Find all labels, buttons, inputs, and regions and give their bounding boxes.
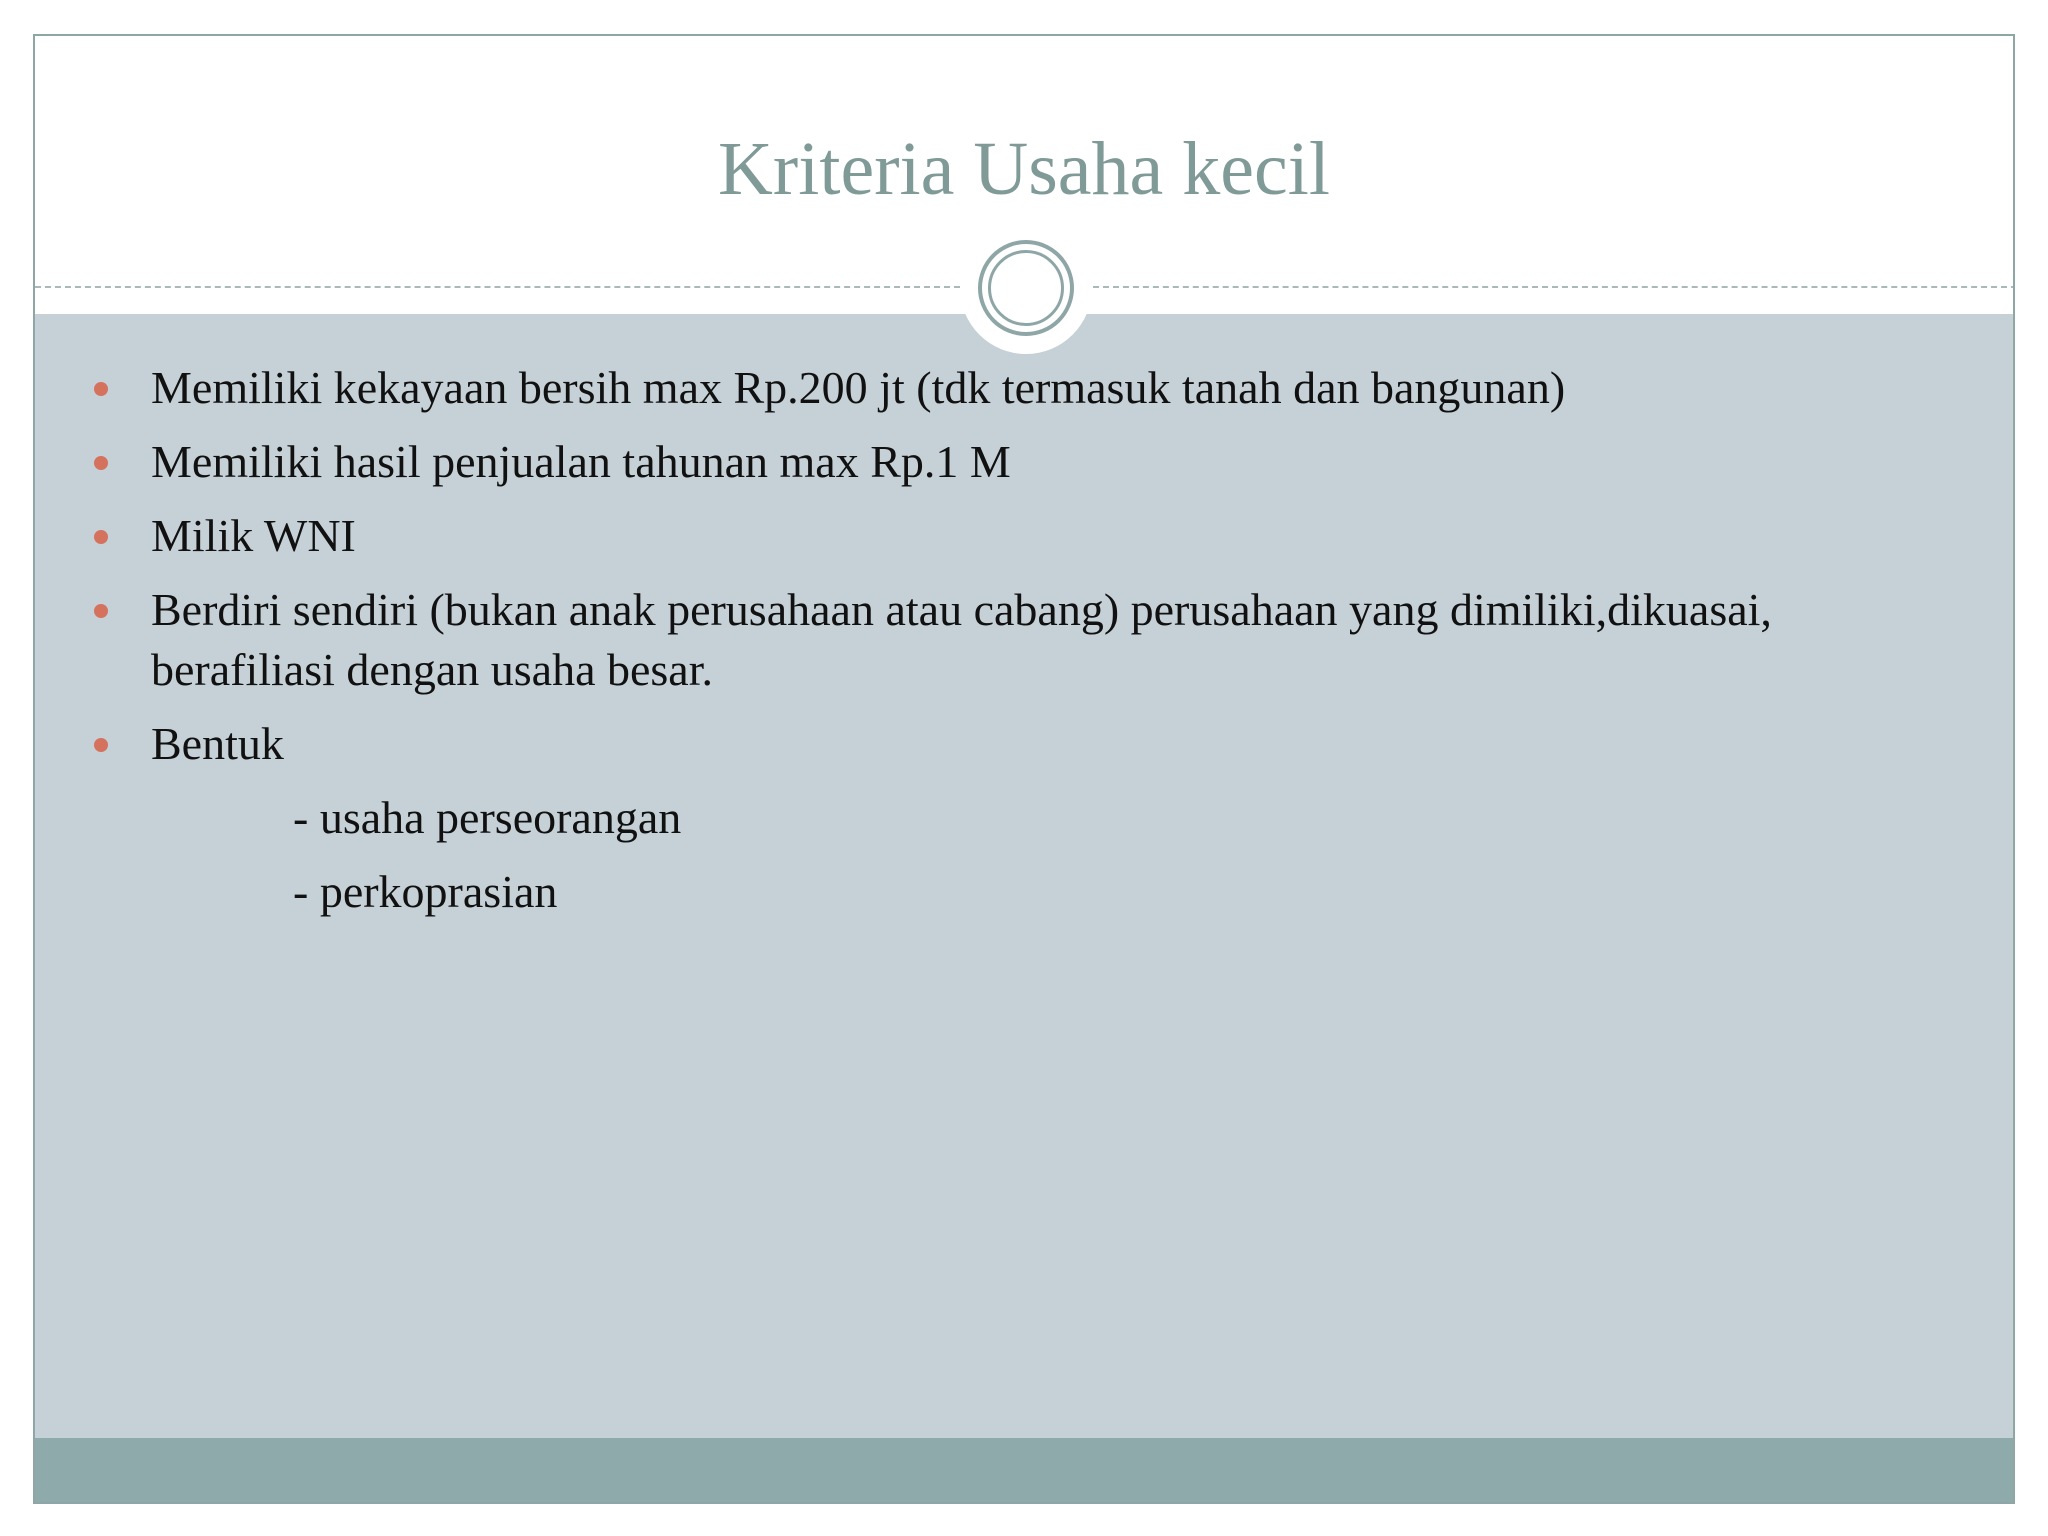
list-item-text: Memiliki hasil penjualan tahunan max Rp.1 M xyxy=(151,436,1011,487)
list-item xyxy=(35,432,2013,492)
circle-ornament-inner xyxy=(988,250,1064,326)
list-item xyxy=(35,580,2013,700)
list-item xyxy=(35,358,2013,418)
list-item-text: Memiliki kekayaan bersih max Rp.200 jt (tdk termasuk tanah dan bangunan) xyxy=(151,362,1566,413)
sub-list-item: - perkoprasian xyxy=(293,866,558,917)
bullet-dot-icon xyxy=(94,604,108,618)
bullet-dot-icon xyxy=(94,738,108,752)
list-item-text: Bentuk xyxy=(151,718,284,769)
bullet-list xyxy=(35,358,2013,936)
list-item xyxy=(35,714,2013,774)
bullet-dot-icon xyxy=(94,530,108,544)
footer-bar xyxy=(35,1438,2013,1504)
bullet-dot-icon xyxy=(94,382,108,396)
divider-left xyxy=(35,286,960,288)
slide xyxy=(33,34,2015,1504)
sub-list-item: - usaha perseorangan xyxy=(293,792,682,843)
list-item-text: Berdiri sendiri (bukan anak perusahaan atau cabang) perusahaan yang dimiliki,dikuasai, berafiliasi dengan usaha besar. xyxy=(151,584,1772,695)
bullet-dot-icon xyxy=(94,456,108,470)
divider-right xyxy=(1093,286,2015,288)
list-item xyxy=(35,506,2013,566)
slide-title: Kriteria Usaha kecil xyxy=(718,127,1330,211)
list-item-text: Milik WNI xyxy=(151,510,356,561)
